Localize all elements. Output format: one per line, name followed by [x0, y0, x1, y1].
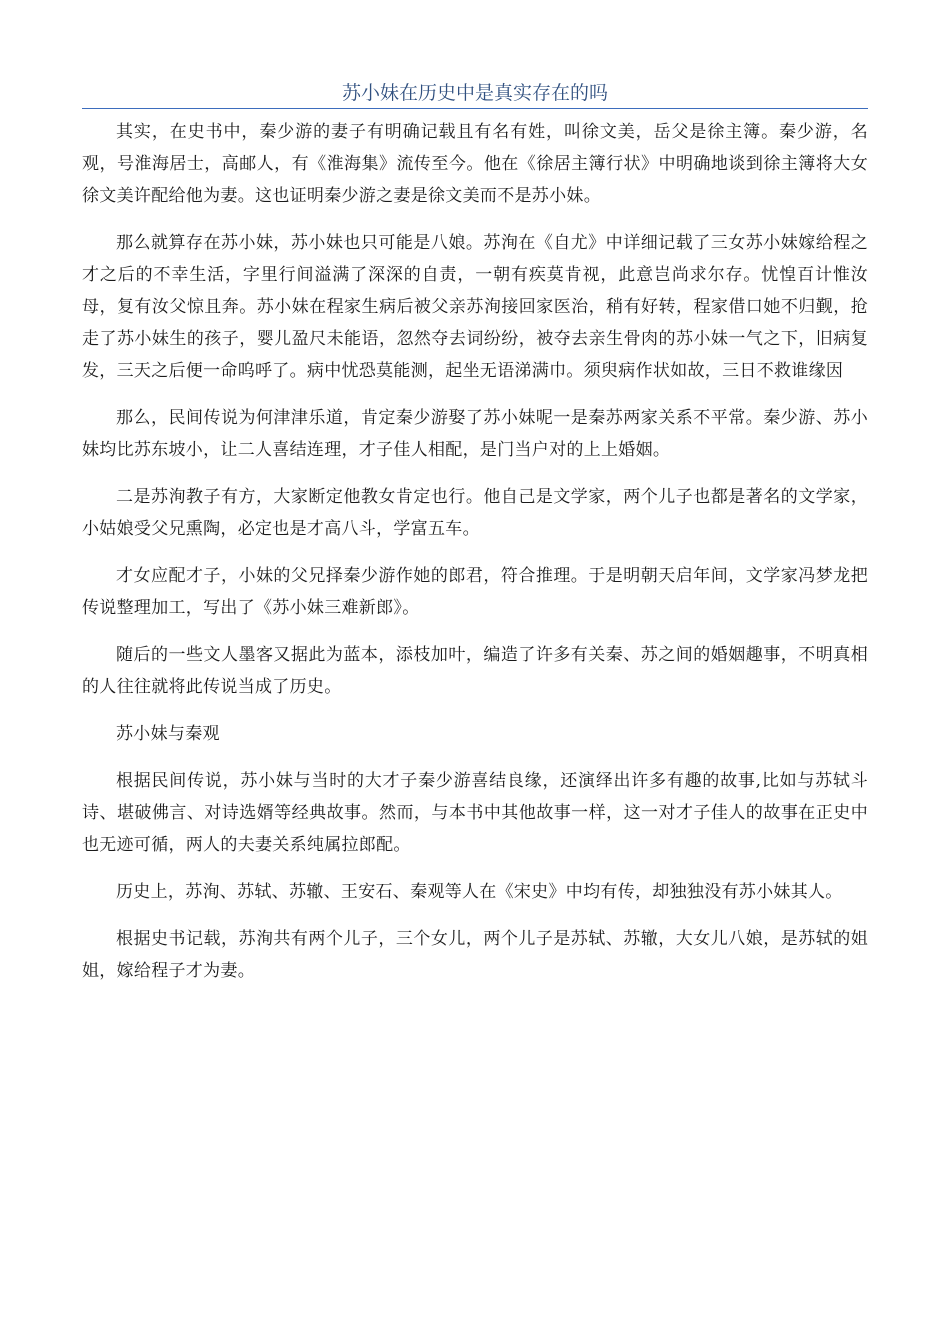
document-title: 苏小妹在历史中是真实存在的吗	[341, 82, 608, 104]
paragraph: 根据史书记载，苏洵共有两个儿子，三个女儿，两个儿子是苏轼、苏辙，大女儿八娘，是苏轼的姐姐，嫁给程子才为妻。	[82, 929, 868, 981]
paragraph: 其实，在史书中，秦少游的妻子有明确记载且有名有姓，叫徐文美，岳父是徐主簿。秦少游，名观，号淮海居士，高邮人，有《淮海集》流传至今。他在《徐居主簿行状》中明确地谈到徐主簿将大女徐文美许配给他为妻。这也证明秦少游之妻是徐文美而不是苏小妹。	[82, 122, 868, 206]
paragraph: 才女应配才子，小妹的父兄择秦少游作她的郎君，符合推理。于是明朝天启年间，文学家冯梦龙把传说整理加工，写出了《苏小妹三难新郎》。	[82, 566, 868, 618]
paragraph: 随后的一些文人墨客又据此为蓝本，添枝加叶，编造了许多有关秦、苏之间的婚姻趣事，不明真相的人往往就将此传说当成了历史。	[82, 645, 868, 697]
document-page	[82, 78, 868, 1002]
title-underline	[82, 108, 868, 109]
paragraph: 那么就算存在苏小妹，苏小妹也只可能是八娘。苏洵在《自尤》中详细记载了三女苏小妹嫁给程之才之后的不幸生活，字里行间溢满了深深的自责，一朝有疾莫肯视，此意岂尚求尔存。忧惶百计惟汝母，复有汝父惊且奔。苏小妹在程家生病后被父亲苏洵接回家医治，稍有好转，程家借口她不归觐，抢走了苏小妹生的孩子，婴儿盈尺未能语，忽然夺去词纷纷，被夺去亲生骨肉的苏小妹一气之下，旧病复发，三天之后便一命呜呼了。病中忧恐莫能测，起坐无语涕满巾。须臾病作状如故，三日不救谁缘因	[82, 233, 868, 381]
paragraph: 历史上，苏洵、苏轼、苏辙、王安石、秦观等人在《宋史》中均有传，却独独没有苏小妹其人。	[116, 882, 843, 902]
paragraph: 二是苏洵教子有方，大家断定他教女肯定也行。他自己是文学家，两个儿子也都是著名的文学家，小姑娘受父兄熏陶，必定也是才高八斗，学富五车。	[82, 487, 868, 539]
paragraph: 那么，民间传说为何津津乐道，肯定秦少游娶了苏小妹呢一是秦苏两家关系不平常。秦少游、苏小妹均比苏东坡小，让二人喜结连理，才子佳人相配，是门当户对的上上婚姻。	[82, 408, 868, 460]
paragraph: 根据民间传说，苏小妹与当时的大才子秦少游喜结良缘，还演绎出许多有趣的故事,比如与苏轼斗诗、堪破佛言、对诗选婿等经典故事。然而，与本书中其他故事一样，这一对才子佳人的故事在正史中也无迹可循，两人的夫妻关系纯属拉郎配。	[82, 771, 868, 855]
section-heading: 苏小妹与秦观	[116, 724, 220, 744]
